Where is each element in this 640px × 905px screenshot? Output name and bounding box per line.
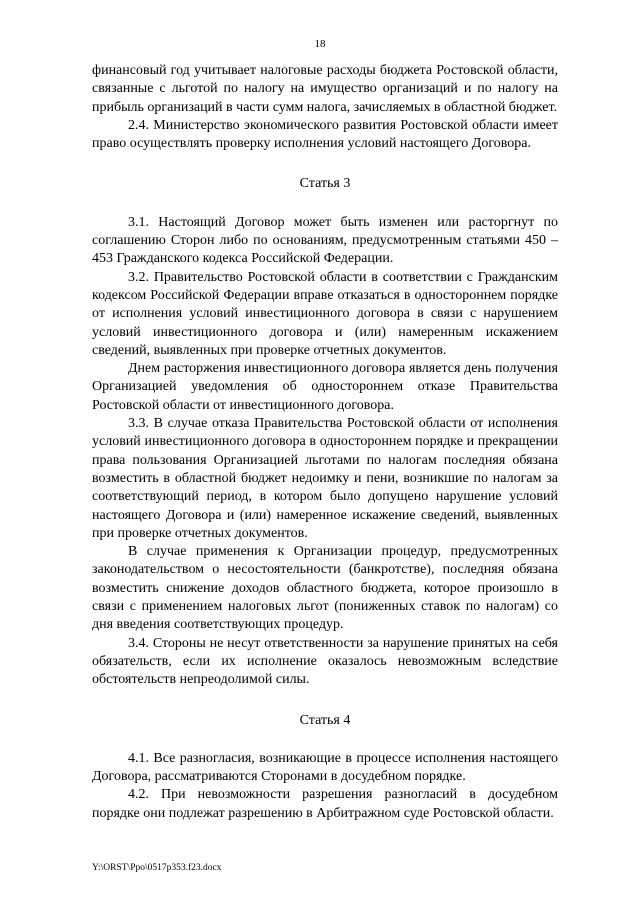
article-3-heading: Статья 3 <box>299 176 351 192</box>
paragraph-3-1: 3.1. Настоящий Договор может быть изменен или расторгнут по соглашению Сторон либо по основаниям, предусмотренным статьями 450 – 453 Гражданского кодекса Российской Федерации. <box>92 214 558 267</box>
document-body <box>92 62 558 823</box>
paragraph-2-4: 2.4. Министерство экономического развития Ростовской области имеет право осуществлять проверку исполнения условий настоящего Договора. <box>92 117 558 152</box>
paragraph-continuation: финансовый год учитывает налоговые расходы бюджета Ростовской области, связанные с льготой по налогу на имущество организаций и по налогу на прибыль организаций в части сумм налога, зачисляемых в областной бюджет. <box>92 63 558 115</box>
paragraph-4-1: 4.1. Все разногласия, возникающие в процессе исполнения настоящего Договора, рассматриваются Сторонами в досудебном порядке. <box>92 750 558 785</box>
paragraph-bankruptcy: В случае применения к Организации процедур, предусмотренных законодательством о несостоятельности (банкротстве), последняя обязана возместить снижение доходов областного бюджета, которое произошло в связи с применением налоговых льгот (пониженных ставок по налогам) со дня введения соответствующих процедур. <box>92 544 558 633</box>
paragraph-3-3: 3.3. В случае отказа Правительства Ростовской области от исполнения условий инвестиционного договора в одностороннем порядке и прекращении права пользования Организацией льготами по налогам последняя обязана возместить в областной бюджет недоимку и пени, возникшие по налогам за соответствующий период, в котором было допущено нарушение условий настоящего Договора и (или) намеренное искажение сведений, выявленных при проверке отчетных документов. <box>92 416 558 541</box>
paragraph-3-2: 3.2. Правительство Ростовской области в соответствии с Гражданским кодексом Российской Федерации вправе отказаться в одностороннем порядке от исполнения условий инвестиционного договора в связи с нарушением условий инвестиционного договора и (или) намеренным искажением сведений, выявленных при проверке отчетных документов. <box>92 269 558 358</box>
page-number: 18 <box>314 38 326 50</box>
paragraph-termination-day: Днем расторжения инвестиционного договора является день получения Организацией уведомления об одностороннем отказе Правительства Ростовской области от инвестиционного договора. <box>92 361 558 413</box>
footer-file-path: Y:\ORST\Ppo\0517p353.f23.docx <box>92 863 222 873</box>
article-4-heading: Статья 4 <box>299 712 351 728</box>
paragraph-4-2: 4.2. При невозможности разрешения разногласий в досудебном порядке они подлежат разрешению в Арбитражном суде Ростовской области. <box>92 787 558 821</box>
paragraph-3-4: 3.4. Стороны не несут ответственности за нарушение принятых на себя обязательств, если их исполнение оказалось невозможным вследствие обстоятельств непреодолимой силы. <box>92 635 558 688</box>
